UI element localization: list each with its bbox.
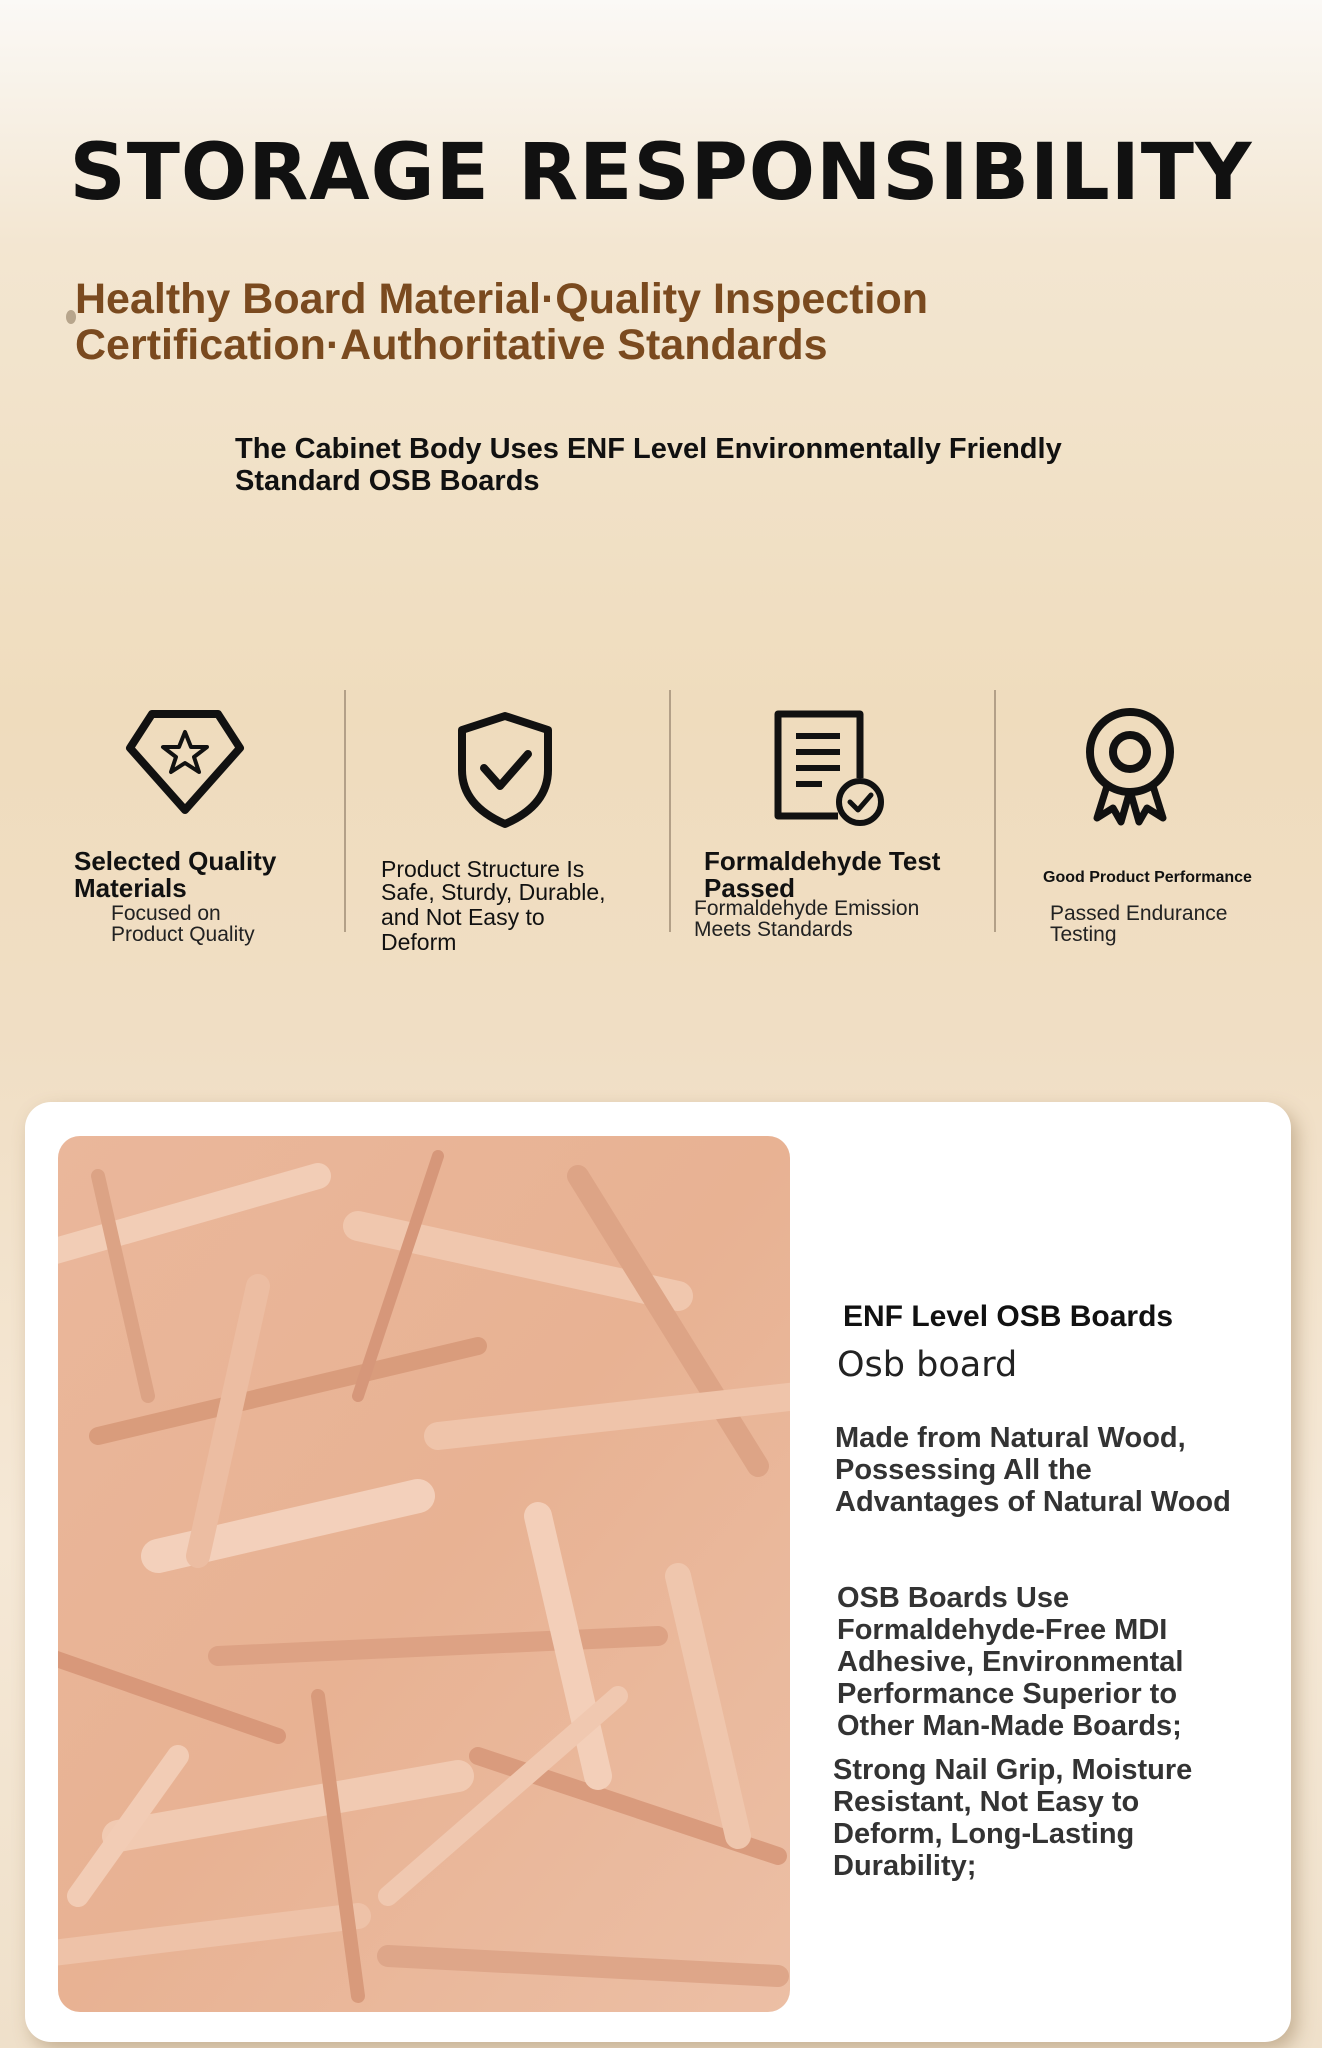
feature-title — [381, 858, 606, 954]
paragraph-line: Resistant, Not Easy to — [833, 1786, 1140, 1818]
feature-desc-line: Meets Standards — [694, 918, 853, 941]
paragraph-line: Formaldehyde-Free MDI — [837, 1614, 1168, 1646]
card-subheading: Osb board — [837, 1345, 1018, 1385]
paragraph-line: Strong Nail Grip, Moisture — [833, 1754, 1193, 1786]
paragraph-line: Other Man-Made Boards; — [837, 1710, 1182, 1742]
card-paragraph-3 — [833, 1754, 1192, 1882]
paragraph-line: Advantages of Natural Wood — [835, 1486, 1231, 1518]
lead-line-1: The Cabinet Body Uses ENF Level Environmentally Friendly — [235, 433, 1062, 465]
feature-title-line: Deform — [381, 929, 457, 955]
feature-desc-line: Product Quality — [111, 923, 255, 946]
feature-title: Good Product Performance — [1043, 869, 1252, 886]
feature-desc-line: Formaldehyde Emission — [694, 897, 920, 920]
shield-check-icon — [440, 706, 570, 841]
document-check-icon — [760, 706, 890, 841]
feature-title-line: Selected Quality — [74, 846, 277, 876]
lead-text — [235, 433, 1135, 497]
paragraph-line: OSB Boards Use — [837, 1582, 1070, 1614]
feature-divider — [669, 690, 671, 932]
osb-board-image — [58, 1136, 790, 2012]
subtitle-line-1: Healthy Board Material·Quality Inspection — [75, 275, 929, 323]
paragraph-line: Made from Natural Wood, — [835, 1422, 1186, 1454]
feature-title-line: Product Structure Is — [381, 856, 585, 882]
feature-desc — [1050, 903, 1227, 945]
card-heading: ENF Level OSB Boards — [843, 1300, 1174, 1333]
feature-title-line: Passed — [704, 873, 796, 903]
feature-desc-line: Testing — [1050, 923, 1117, 946]
feature-title — [704, 848, 940, 902]
feature-divider — [344, 690, 346, 932]
paragraph-line: Possessing All the — [835, 1454, 1092, 1486]
award-badge-icon — [1065, 702, 1195, 837]
subtitle — [75, 276, 1175, 368]
diamond-star-icon — [120, 700, 250, 835]
subtitle-line-2: Certification·Authoritative Standards — [75, 321, 828, 369]
feature-desc — [111, 903, 255, 945]
card-paragraph-2 — [837, 1582, 1184, 1742]
lead-line-2: Standard OSB Boards — [235, 465, 540, 497]
page-title: STORAGE RESPONSIBILITY — [69, 128, 1253, 218]
feature-title-line: Formaldehyde Test — [704, 846, 941, 876]
feature-divider — [994, 690, 996, 932]
paragraph-line: Durability; — [833, 1850, 977, 1882]
feature-desc-line: Focused on — [111, 902, 221, 925]
feature-title-line: Safe, Sturdy, Durable, — [381, 879, 606, 905]
feature-desc — [694, 898, 919, 940]
feature-title-line: Materials — [74, 873, 187, 903]
feature-desc-line: Passed Endurance — [1050, 902, 1228, 925]
feature-title-line: and Not Easy to — [381, 904, 545, 930]
paragraph-line: Deform, Long-Lasting — [833, 1818, 1135, 1850]
feature-title — [74, 848, 276, 902]
paragraph-line: Adhesive, Environmental — [837, 1646, 1184, 1678]
card-paragraph-1 — [835, 1422, 1231, 1518]
paragraph-line: Performance Superior to — [837, 1678, 1178, 1710]
